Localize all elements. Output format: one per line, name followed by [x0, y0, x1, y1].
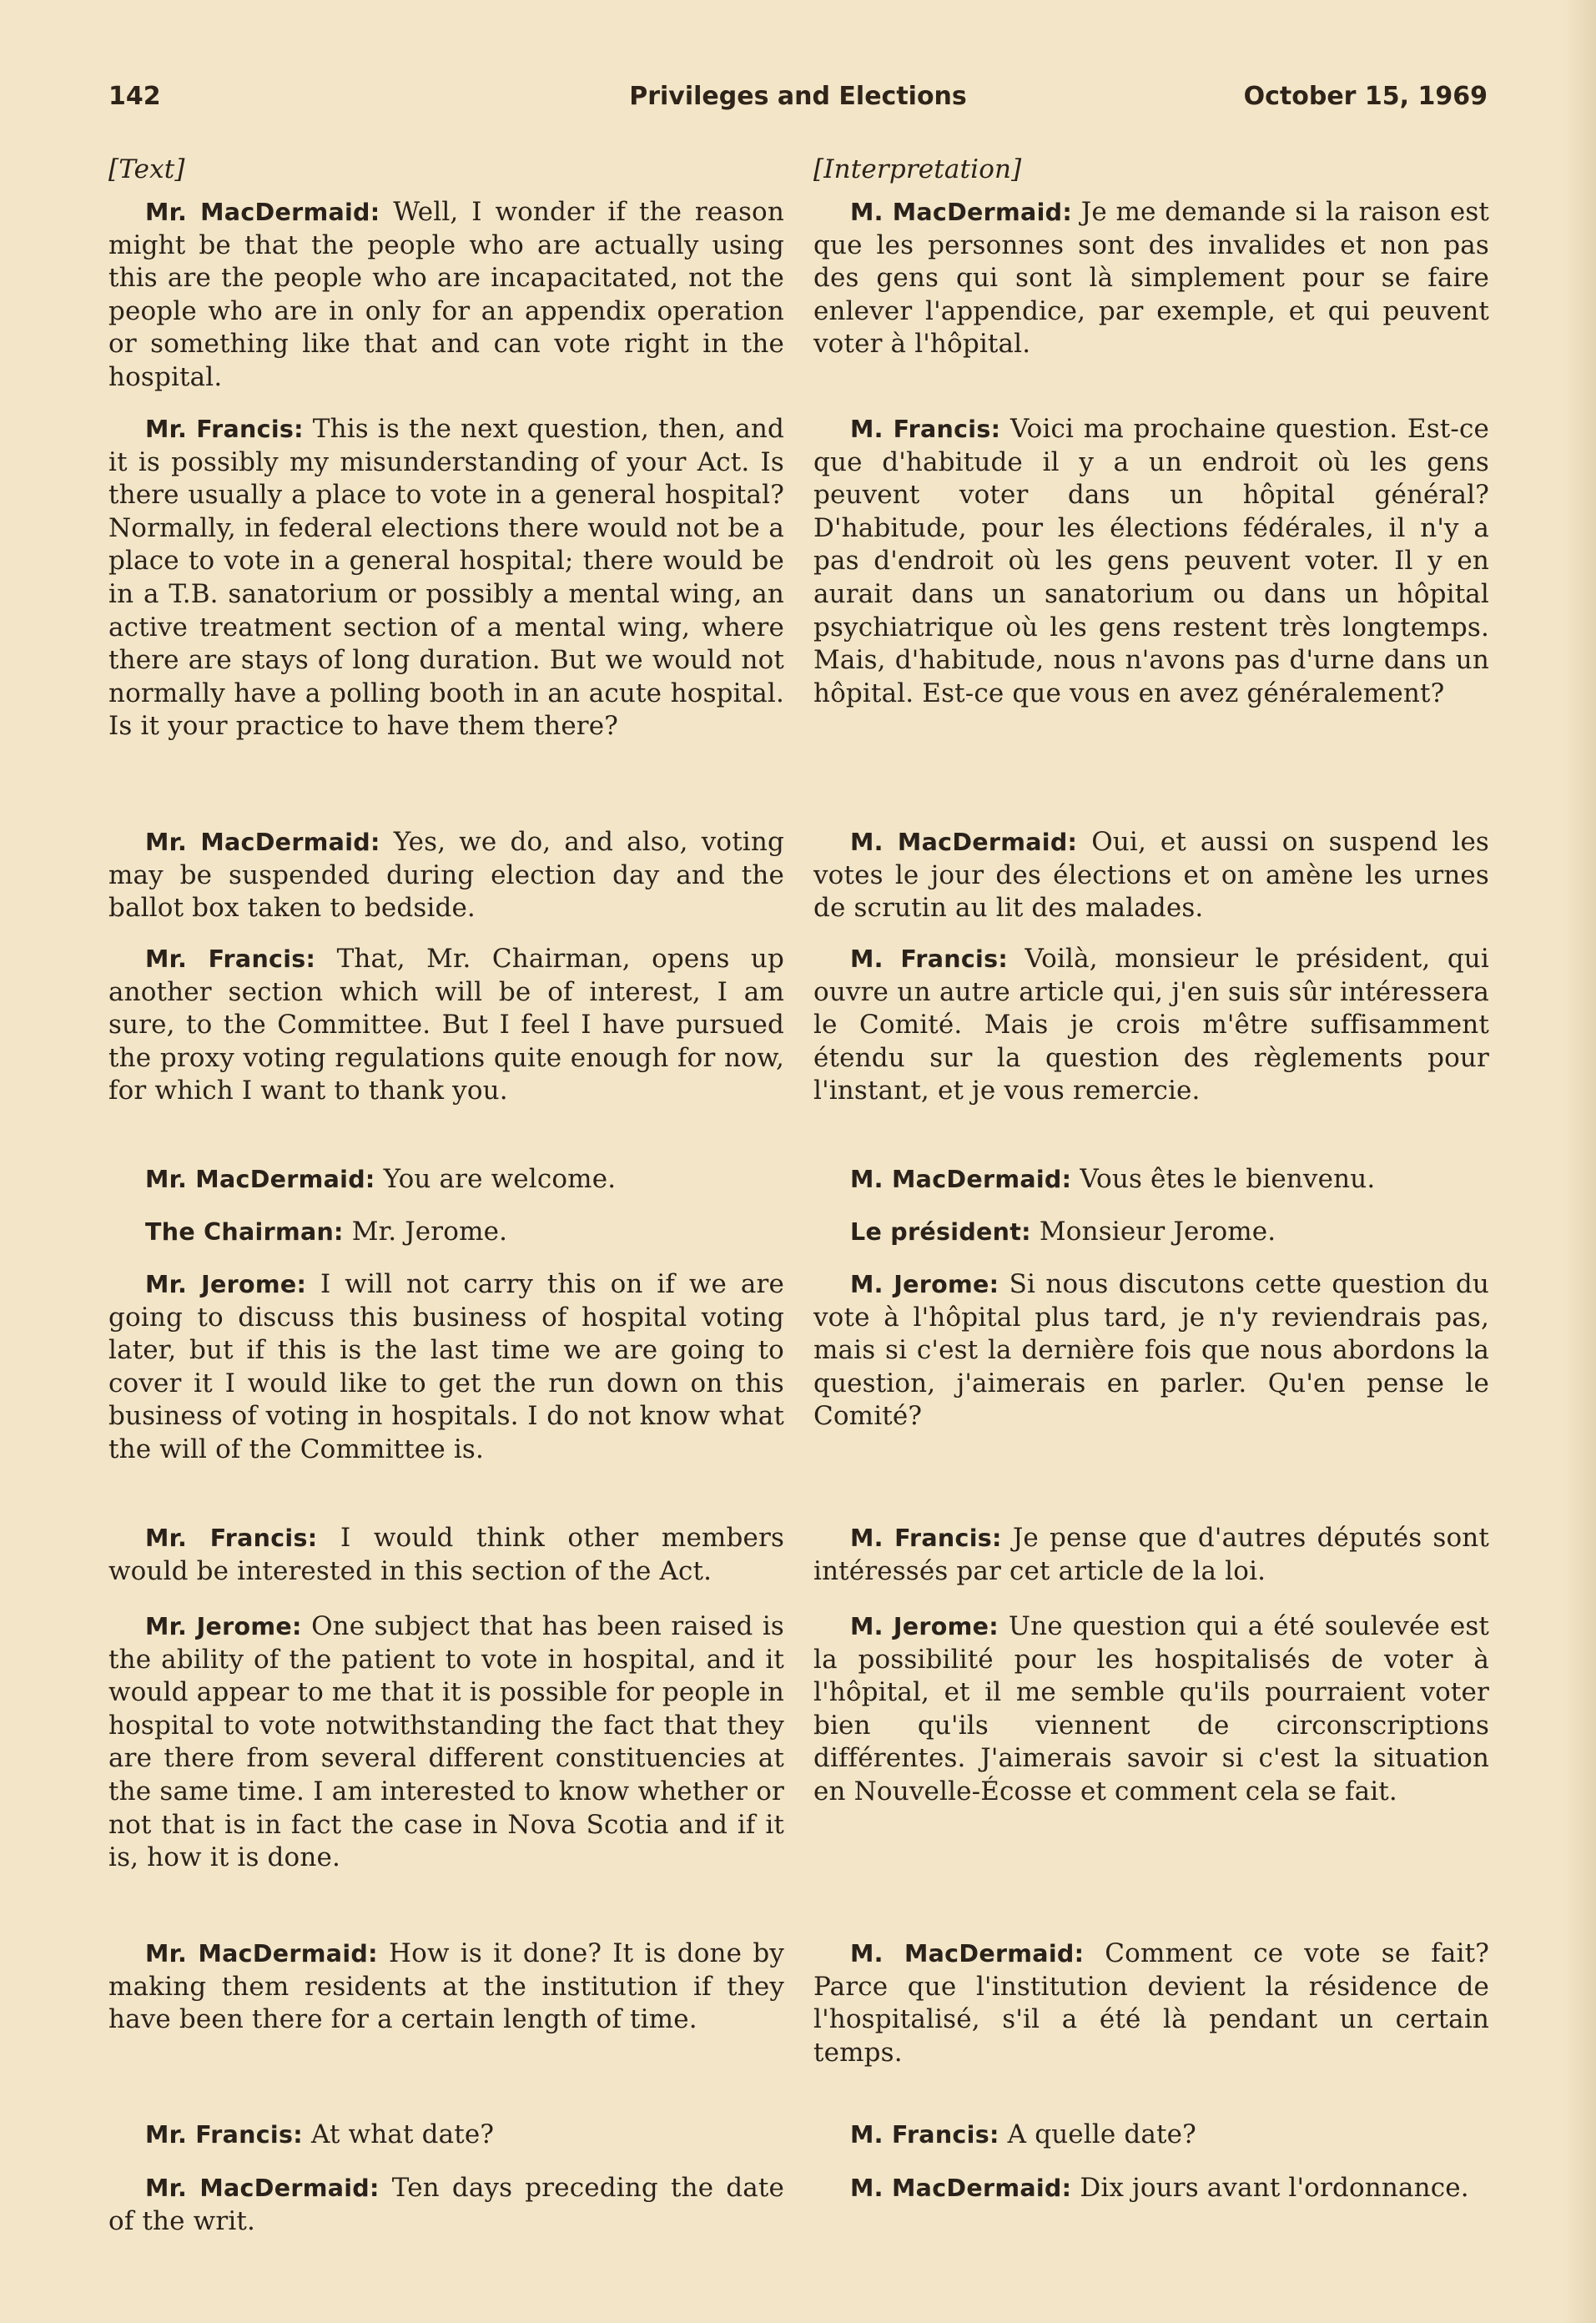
- speaker-name: Mr. Francis:: [145, 2121, 303, 2149]
- transcript-paragraph: [108, 826, 784, 925]
- speech-text: Une question qui a été soulevée est la possibilité pour les hospitalisés de voter à l'hôpital, et il me semble qu'ils pourraient voter bien qu'ils viennent de circonscriptions différentes. J'aimerais savoir si c'est la situation en Nouvelle-Écosse et comment cela se fait.: [813, 1611, 1489, 1806]
- speaker-name: M. MacDermaid:: [850, 2174, 1072, 2202]
- speaker-name: M. Francis:: [850, 945, 1009, 973]
- transcript-paragraph: [108, 1610, 784, 1875]
- transcript-paragraph: [813, 1938, 1489, 2069]
- speaker-name: M. MacDermaid:: [850, 199, 1073, 226]
- speaker-name: M. MacDermaid:: [850, 1166, 1072, 1193]
- speech-text: You are welcome.: [375, 1164, 617, 1194]
- transcript-paragraph: [108, 1268, 784, 1467]
- speaker-name: Le président:: [850, 1218, 1031, 1246]
- speech-text: Ten days preceding the date of the writ.: [108, 2173, 784, 2236]
- speaker-name: M. Francis:: [850, 1524, 1002, 1552]
- transcript-paragraph: [813, 1216, 1489, 1249]
- speech-text: I will not carry this on if we are going to discuss this business of hospital voting later, but if this is the last time we are going to cover it I would like to get the run down on this business of voting in hospitals. I do not know what the will of the Committee is.: [108, 1269, 784, 1464]
- speech-text: That, Mr. Chairman, opens up another section which will be of interest, I am sure, to the Committee. But I feel I have pursued the proxy voting regulations quite enough for now, for which I want to thank you.: [108, 944, 785, 1106]
- speech-text: Monsieur Jerome.: [1030, 1217, 1276, 1247]
- speaker-name: Mr. Jerome:: [145, 1271, 307, 1298]
- transcript-paragraph: [108, 1163, 784, 1197]
- speaker-name: Mr. Jerome:: [145, 1613, 302, 1640]
- speech-text: Voilà, monsieur le président, qui ouvre un autre article qui, j'en suis sûr intéressera le Comité. Mais je crois m'être suffisamment étendu sur la question des règlements pour l'instant, et je vous remercie.: [813, 944, 1489, 1106]
- page-date: October 15, 1969: [1243, 82, 1488, 111]
- speech-text: Si nous discutons cette question du vote à l'hôpital plus tard, je n'y reviendrais pas, mais si c'est la dernière fois que nous abordons la question, j'aimerais en parler. Qu'en pense le Comité?: [813, 1269, 1489, 1432]
- speaker-name: M. Jerome:: [850, 1613, 999, 1640]
- speech-text: Mr. Jerome.: [343, 1217, 508, 1247]
- column-label: [Interpretation]: [813, 154, 1022, 184]
- page-title: Privileges and Elections: [629, 82, 967, 111]
- transcript-paragraph: [813, 2119, 1489, 2152]
- speech-text: How is it done? It is done by making them residents at the institution if they have been there for a certain length of time.: [108, 1938, 784, 2035]
- transcript-paragraph: [108, 943, 784, 1108]
- transcript-paragraph: [108, 413, 784, 743]
- transcript-paragraph: [108, 1216, 784, 1249]
- transcript-paragraph: [813, 196, 1489, 361]
- speech-text: Comment ce vote se fait? Parce que l'institution devient la résidence de l'hospitalisé, s'il a été là pendant un certain temps.: [813, 1938, 1489, 2068]
- speech-text: One subject that has been raised is the ability of the patient to vote in hospital, and it would appear to me that it is possible for people in hospital to vote notwithstanding the fact that they are there from several different constituencies at the same time. I am interested to know whether or not that is in fact the case in Nova Scotia and if it is, how it is done.: [108, 1611, 784, 1873]
- speaker-name: Mr. MacDermaid:: [145, 1166, 375, 1193]
- speaker-name: M. Jerome:: [850, 1271, 999, 1298]
- speaker-name: Mr. Francis:: [145, 945, 316, 973]
- speaker-name: M. MacDermaid:: [850, 1940, 1085, 1968]
- speech-text: Oui, et aussi on suspend les votes le jour des élections et on amène les urnes de scrutin au lit des malades.: [813, 827, 1489, 924]
- speaker-name: Mr. MacDermaid:: [145, 829, 380, 856]
- speaker-name: Mr. MacDermaid:: [145, 199, 380, 226]
- speech-text: At what date?: [302, 2119, 495, 2149]
- page-header: [108, 82, 1488, 123]
- transcript-paragraph: [813, 826, 1489, 925]
- speech-text: A quelle date?: [999, 2119, 1196, 2149]
- speech-text: Vous êtes le bienvenu.: [1071, 1164, 1376, 1194]
- transcript-paragraph: [813, 2172, 1489, 2205]
- transcript-paragraph: [108, 1522, 784, 1588]
- transcript-paragraph: [108, 196, 784, 395]
- speech-text: Yes, we do, and also, voting may be suspended during election day and the ballot box taken to bedside.: [108, 827, 784, 924]
- speaker-name: Mr. Francis:: [145, 416, 304, 443]
- speech-text: Je pense que d'autres députés sont intéressés par cet article de la loi.: [813, 1523, 1490, 1586]
- speech-text: Dix jours avant l'ordonnance.: [1071, 2173, 1469, 2203]
- page-edge-shadow: [1563, 0, 1596, 2323]
- transcript-paragraph: [813, 1522, 1489, 1588]
- transcript-paragraph: [108, 2119, 784, 2152]
- speech-text: Je me demande si la raison est que les personnes sont des invalides et non pas des gens qui sont là simplement pour se faire enlever l'appendice, par exemple, et qui peuvent voter à l'hôpital.: [813, 197, 1489, 360]
- page-number: 142: [108, 82, 161, 111]
- speech-text: This is the next question, then, and it is possibly my misunderstanding of your Act. Is there usually a place to vote in a general hospital? Normally, in federal elections there would not be a place to vote in a general hospital; there would be in a T.B. sanatorium or possibly a mental wing, an active treatment section of a mental wing, where there are stays of long duration. But we would not normally have a polling booth in an acute hospital. Is it your practice to have them there?: [108, 414, 784, 742]
- speaker-name: M. Francis:: [850, 416, 1001, 443]
- transcript-paragraph: [108, 2172, 784, 2238]
- transcript-paragraph: [813, 943, 1489, 1108]
- speaker-name: Mr. Francis:: [145, 1524, 318, 1552]
- transcript-paragraph: [813, 1610, 1489, 1809]
- column-label: [Text]: [108, 154, 185, 184]
- speech-text: Well, I wonder if the reason might be that the people who are actually using this are the people who are incapacitated, not the people who are in only for an appendix operation or something like that and can vote right in the hospital.: [108, 197, 784, 392]
- speech-text: I would think other members would be interested in this section of the Act.: [108, 1523, 784, 1586]
- speech-text: Voici ma prochaine question. Est-ce que d'habitude il y a un endroit où les gens peuvent voter dans un hôpital général? D'habitude, pour les élections fédérales, il n'y a pas d'endroit où les gens peuvent voter. Il y en aurait dans un sanatorium ou dans un hôpital psychiatrique où les gens restent très longtemps. Mais, d'habitude, nous n'avons pas d'urne dans un hôpital. Est-ce que vous en avez généralement?: [813, 414, 1489, 708]
- speaker-name: Mr. MacDermaid:: [145, 1940, 378, 1968]
- transcript-paragraph: [813, 413, 1489, 710]
- speaker-name: The Chairman:: [145, 1218, 344, 1246]
- transcript-paragraph: [108, 1938, 784, 2037]
- transcript-paragraph: [813, 1268, 1489, 1434]
- speaker-name: M. Francis:: [850, 2121, 999, 2149]
- speaker-name: M. MacDermaid:: [850, 829, 1078, 856]
- speaker-name: Mr. MacDermaid:: [145, 2174, 380, 2202]
- transcript-paragraph: [813, 1163, 1489, 1197]
